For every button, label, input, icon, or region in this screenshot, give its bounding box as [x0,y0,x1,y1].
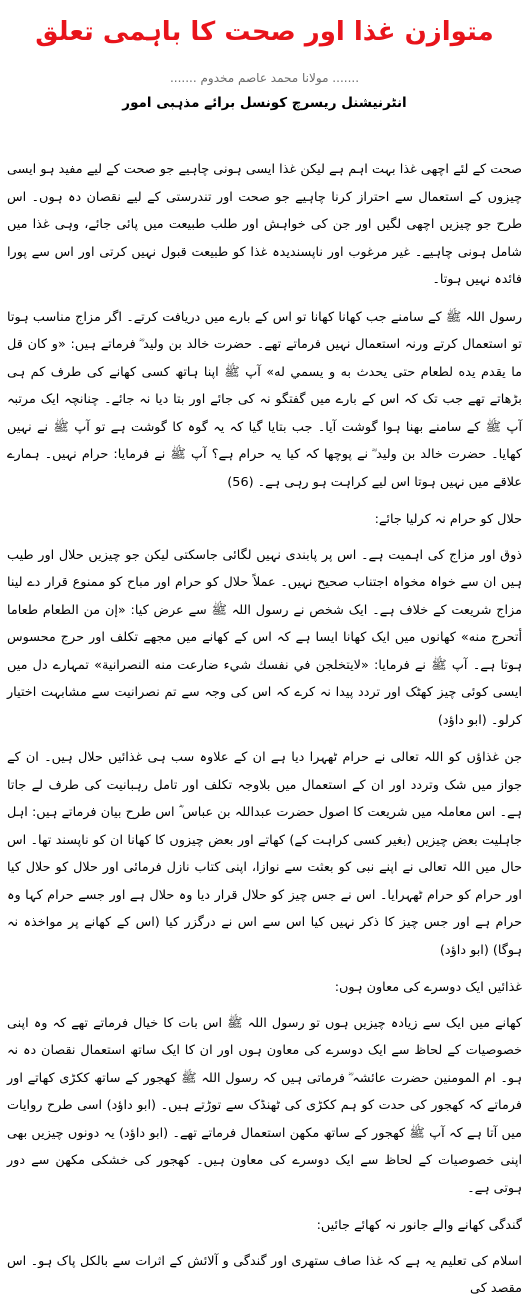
organization-name: انٹرنیشنل ریسرچ کونسل برائے مذہبی امور [122,95,407,111]
section-heading-halal: حلال کو حرام نہ کرلیا جائے: [374,512,522,527]
article-body [7,156,522,1303]
section-heading-unclean-animals: گندگی کھانے والے جانور نہ کھائے جائیں: [316,1218,522,1233]
paragraph-cleanliness: اسلام کی تعلیم یہ ہے کہ غذا صاف ستھری اور گندگی و آلائش کے اثرات سے بالکل پاک ہو۔ اس مقصد کی [7,1253,522,1296]
paragraph-complementary-foods: کھانے میں ایک سے زیادہ چیزیں ہوں تو رسول اللہ ﷺ اس بات کا خیال فرماتے تھے کہ وہ اپنی خصوصیات کے لحاظ سے ایک دوسرے کی معاون ہوں اور ان کا ایک ساتھ استعمال نقصان دہ نہ ہو۔ ام المومنین حضرت عائشہ ؓ فرماتی ہیں کہ رسول اللہ ﷺ کھجور کے ساتھ ککڑی کھاتے اور فرماتے کہ کھجور کی حدت کو ہم ککڑی کی ٹھنڈک سے توڑتے ہیں۔ (ابو داؤد) اسی طرح روایات میں آتا ہے کہ آپ ﷺ کھجور کے ساتھ مکھن استعمال فرماتے تھے۔ (ابو داؤد) یہ دونوں چیزیں بھی اپنی خصوصیات کے لحاظ سے ایک دوسرے کی معاون ہیں۔ کھجور کی خشکی مکھن سے دور ہوتی ہے۔ [7,1015,522,1196]
paragraph-permitted-foods: جن غذاؤں کو اللہ تعالی نے حرام ٹھہرا دیا ہے ان کے علاوہ سب ہی غذائیں حلال ہیں۔ ان کے جواز میں شک وتردد اور ان کے استعمال میں بلاوجہ تکلف اور تامل رہبانیت کی طرف لے جاتا ہے۔ اس معاملہ میں شریعت کا اصول حضرت عبداللہ بن عباس ؓ اس طرح بیان فرماتے ہیں: اہل جاہلیت بعض چیزیں (بغیر کسی کراہت کے) کھاتے اور بعض چیزوں کا کھانا ان کو ناپسند تھا۔ اس حال میں اللہ تعالی نے اپنے نبی کو بعثت سے نوازا، اپنی کتاب نازل فرمائی اور حلال کو حلال کیا اور حرام کو حرام ٹھہرایا۔ اس نے جس چیز کو حلال قرار دیا وہ حلال ہے اور جسے حرام کہا وہ حرام ہے اور جس چیز کا ذکر نہیں کیا اس سے اس نے درگزر کیا (اس کے کھانے پر مواخذہ نہ ہوگا) (ابو داؤد) [7,750,522,958]
section-heading-complementary-foods: غذائیں ایک دوسرے کی معاون ہوں: [334,980,522,995]
author-byline: ....... مولانا محمد عاصم مخدوم ....... [169,71,360,85]
paragraph-prophet-food-inquiry: رسول اللہ ﷺ کے سامنے جب کھانا کھانا تو اس کے بارے میں دریافت کرتے۔ اگر مزاج مناسب ہوتا تو استعمال کرتے ورنہ استعمال نہیں فرماتے تھے۔ حضرت خالد بن ولید ؓ فرماتے ہیں: «و كان قل ما يقدم يده لطعام حتى يحدث به و يسمي له» آپ ﷺ اپنا ہاتھ کسی کھانے کی طرف کم ہی بڑھاتے تھے جب تک کہ اس کے بارے میں گفتگو نہ کی جائے اور بتا دیا نہ جائے۔ چنانچہ ایک مرتبہ آپ ﷺ کے سامنے بھنا ہوا گوشت آیا۔ جب بتایا گیا کہ یہ گوہ کا گوشت ہے تو آپ ﷺ نے نہیں کھایا۔ حضرت خالد بن ولید ؓ نے پوچھا کہ کیا یہ حرام ہے؟ آپ ﷺ نے فرمایا: حرام نہیں۔ ہمارے علاقے میں نہیں ہوتا اس لیے کراہت ہو رہی ہے۔ (56) [7,309,522,490]
article-title: متوازن غذا اور صحت کا باہمی تعلق [35,17,494,47]
paragraph-taste-and-temperament: ذوق اور مزاج کی اہمیت ہے۔ اس پر پابندی نہیں لگائی جاسکتی لیکن جو چیزیں حلال اور طیب ہیں ان سے خواہ مخواہ اجتناب صحیح نہیں۔ عملاً حلال کو حرام اور مباح کو ممنوع قرار دے لینا مزاج شریعت کے خلاف ہے۔ ایک شخص نے رسول اللہ ﷺ سے عرض کیا: «إن من الطعام طعاما أتحرج منه» کھانوں میں ایک کھانا ایسا ہے کہ اس کے کھانے میں مجھے تکلف اور حرج محسوس ہوتا ہے۔ آپ ﷺ نے فرمایا: «لايتخلجن في نفسك شيء ضارعت منه النصرانية» تمہارے دل میں ایسی کوئی چیز کھٹک اور تردد پیدا نہ کرے کہ اس کی وجہ سے تم نصرانیت سے مشابہت اختیار کرلو۔ (ابو داؤد) [7,547,522,728]
paragraph-intro: صحت کے لئے اچھی غذا بہت اہم ہے لیکن غذا ایسی ہونی چاہیے جو صحت کے لیے مفید ہو ایسی چیزوں کے استعمال سے احتراز کرنا چاہیے جو صحت اور تندرستی کے لیے نقصان دہ ہوں۔ اس طرح جو چیزیں اچھی لگیں اور جن کی خواہش اور طلب طبیعت میں پائی جائے، وہی غذا میں شامل ہونی چاہیے۔ غیر مرغوب اور ناپسندیدہ غذا کو طبیعت قبول نہیں کرتی اور اس سے پورا فائدہ نہیں ہوتا۔ [7,162,522,287]
